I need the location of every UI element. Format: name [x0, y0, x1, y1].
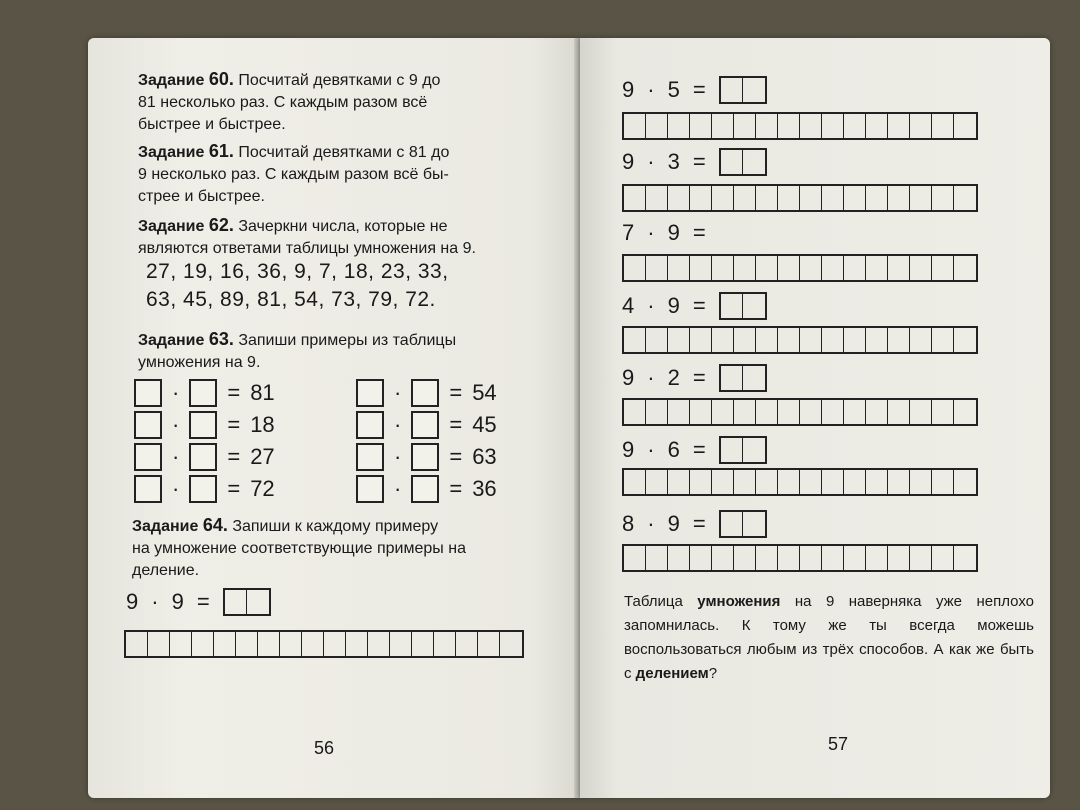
answer-box[interactable]	[189, 411, 217, 439]
example-row	[356, 443, 497, 471]
example-result: 72	[250, 476, 275, 501]
answer-box[interactable]	[356, 443, 384, 471]
note-bold: делением	[635, 665, 709, 682]
equals-sign: =	[227, 412, 241, 437]
task-text: 81 несколько раз. С каждым разом всё	[138, 94, 428, 111]
answer-box[interactable]	[134, 443, 162, 471]
left-page	[88, 38, 580, 798]
task-text: Зачеркни числа, которые не	[238, 218, 448, 235]
task-number: 64.	[202, 515, 228, 535]
answer-box[interactable]	[189, 443, 217, 471]
equals-sign: =	[227, 380, 241, 405]
task-text: являются ответами таблицы умножения на 9.	[138, 240, 476, 257]
task-text: Посчитай девятками с 81 до	[238, 144, 450, 161]
number-list-1: 27, 19, 16, 36, 9, 7, 18, 23, 33,	[146, 260, 449, 283]
task-text: Запиши примеры из таблицы	[238, 332, 457, 349]
factor-a: 8	[622, 511, 636, 536]
equals-sign: =	[692, 77, 707, 102]
note-bold: умножения	[697, 593, 781, 610]
note-text: на 9 наверняка уже неплохо запомнилась. К тому же ты всегда можешь воспользоваться любым из трёх способов. А как же быть с	[624, 593, 1034, 682]
equals-sign: =	[692, 220, 707, 245]
task-text: стрее и быстрее.	[138, 188, 265, 205]
task-label: Задание	[138, 332, 205, 349]
factor-b: 9	[667, 293, 681, 318]
answer-strip[interactable]	[622, 184, 978, 212]
answer-cells[interactable]	[719, 76, 767, 104]
summary-note	[624, 590, 1034, 686]
answer-box[interactable]	[189, 475, 217, 503]
task-label: Задание	[132, 518, 199, 535]
factor-a: 9	[622, 77, 636, 102]
answer-box[interactable]	[356, 379, 384, 407]
factor-a: 9	[622, 437, 636, 462]
multiply-sign: ·	[647, 365, 656, 390]
task-text: Запиши к каждому примеру	[232, 518, 439, 535]
task-number: 63.	[208, 329, 234, 349]
example-row	[134, 379, 275, 407]
factor-a: 7	[622, 220, 636, 245]
multiply-sign: ·	[172, 444, 180, 469]
multiply-sign: ·	[647, 293, 656, 318]
multiply-sign: ·	[647, 77, 656, 102]
equals-sign: =	[227, 476, 241, 501]
answer-strip[interactable]	[622, 544, 978, 572]
equals-sign: =	[692, 365, 707, 390]
answer-box[interactable]	[411, 379, 439, 407]
factor-b: 2	[667, 365, 681, 390]
multiplication-example	[622, 220, 707, 246]
answer-strip[interactable]	[622, 326, 978, 354]
factor-b: 9	[171, 589, 185, 614]
multiply-sign: ·	[394, 380, 402, 405]
multiplication-example	[126, 588, 271, 616]
answer-box[interactable]	[411, 411, 439, 439]
task-text: умножения на 9.	[138, 354, 261, 371]
example-result: 36	[472, 476, 497, 501]
example-row	[356, 379, 497, 407]
example-result: 18	[250, 412, 275, 437]
task-63	[138, 328, 558, 374]
example-result: 27	[250, 444, 275, 469]
task-text: быстрее и быстрее.	[138, 116, 286, 133]
factor-b: 9	[667, 220, 681, 245]
right-page	[580, 38, 1050, 798]
multiply-sign: ·	[647, 437, 656, 462]
example-result: 45	[472, 412, 497, 437]
multiplication-example	[622, 76, 767, 104]
multiplication-example	[622, 510, 767, 538]
task-number: 60.	[208, 69, 234, 89]
answer-cells[interactable]	[719, 364, 767, 392]
multiply-sign: ·	[172, 412, 180, 437]
example-result: 54	[472, 380, 497, 405]
example-row	[356, 411, 497, 439]
answer-cells[interactable]	[719, 292, 767, 320]
equals-sign: =	[449, 476, 463, 501]
answer-box[interactable]	[189, 379, 217, 407]
factor-a: 9	[126, 589, 140, 614]
factor-a: 9	[622, 365, 636, 390]
example-row	[134, 411, 275, 439]
answer-strip[interactable]	[622, 468, 978, 496]
factor-b: 5	[667, 77, 681, 102]
page-number: 57	[828, 734, 849, 754]
answer-cells[interactable]	[719, 436, 767, 464]
answer-box[interactable]	[411, 443, 439, 471]
example-row	[356, 475, 497, 503]
task-text: деление.	[132, 562, 200, 579]
task-60	[138, 68, 558, 136]
answer-strip[interactable]	[622, 398, 978, 426]
answer-cells[interactable]	[223, 588, 271, 616]
task-number: 61.	[208, 141, 234, 161]
multiply-sign: ·	[394, 412, 402, 437]
factor-a: 4	[622, 293, 636, 318]
note-text: ?	[708, 665, 718, 682]
equals-sign: =	[692, 437, 707, 462]
answer-box[interactable]	[356, 475, 384, 503]
task-64	[132, 514, 552, 582]
multiply-sign: ·	[172, 380, 180, 405]
equals-sign: =	[449, 444, 463, 469]
example-result: 81	[250, 380, 275, 405]
answer-strip[interactable]	[622, 112, 978, 140]
multiply-sign: ·	[647, 220, 656, 245]
factor-b: 3	[667, 149, 681, 174]
equals-sign: =	[227, 444, 241, 469]
example-row	[134, 443, 275, 471]
number-list-2: 63, 45, 89, 81, 54, 73, 79, 72.	[146, 288, 436, 311]
answer-strip[interactable]	[124, 630, 524, 658]
task-text: на умножение соответствующие примеры на	[132, 540, 466, 557]
multiply-sign: ·	[647, 149, 656, 174]
task-text: 9 несколько раз. С каждым разом всё бы-	[138, 166, 449, 183]
factor-b: 9	[667, 511, 681, 536]
multiply-sign: ·	[394, 476, 402, 501]
multiply-sign: ·	[172, 476, 180, 501]
task-61	[138, 140, 558, 208]
note-text: Таблица	[624, 593, 683, 610]
multiply-sign: ·	[151, 589, 160, 614]
example-result: 63	[472, 444, 497, 469]
equals-sign: =	[449, 380, 463, 405]
equals-sign: =	[196, 589, 211, 614]
answer-box[interactable]	[411, 475, 439, 503]
multiply-sign: ·	[647, 511, 656, 536]
multiplication-example	[622, 148, 767, 176]
task-number: 62.	[208, 215, 234, 235]
factor-b: 6	[667, 437, 681, 462]
answer-cells[interactable]	[719, 148, 767, 176]
multiplication-example	[622, 364, 767, 392]
task-label: Задание	[138, 72, 205, 89]
task-text: Посчитай девятками с 9 до	[238, 72, 441, 89]
example-row	[134, 475, 275, 503]
equals-sign: =	[449, 412, 463, 437]
factor-a: 9	[622, 149, 636, 174]
answer-box[interactable]	[356, 411, 384, 439]
page-number: 56	[314, 738, 335, 758]
answer-box[interactable]	[134, 475, 162, 503]
equals-sign: =	[692, 511, 707, 536]
multiplication-example	[622, 436, 767, 464]
answer-cells[interactable]	[719, 510, 767, 538]
multiplication-example	[622, 292, 767, 320]
equals-sign: =	[692, 293, 707, 318]
task-label: Задание	[138, 144, 205, 161]
task-62	[138, 214, 558, 260]
equals-sign: =	[692, 149, 707, 174]
answer-strip[interactable]	[622, 254, 978, 282]
answer-box[interactable]	[134, 379, 162, 407]
multiply-sign: ·	[394, 444, 402, 469]
task-label: Задание	[138, 218, 205, 235]
answer-box[interactable]	[134, 411, 162, 439]
